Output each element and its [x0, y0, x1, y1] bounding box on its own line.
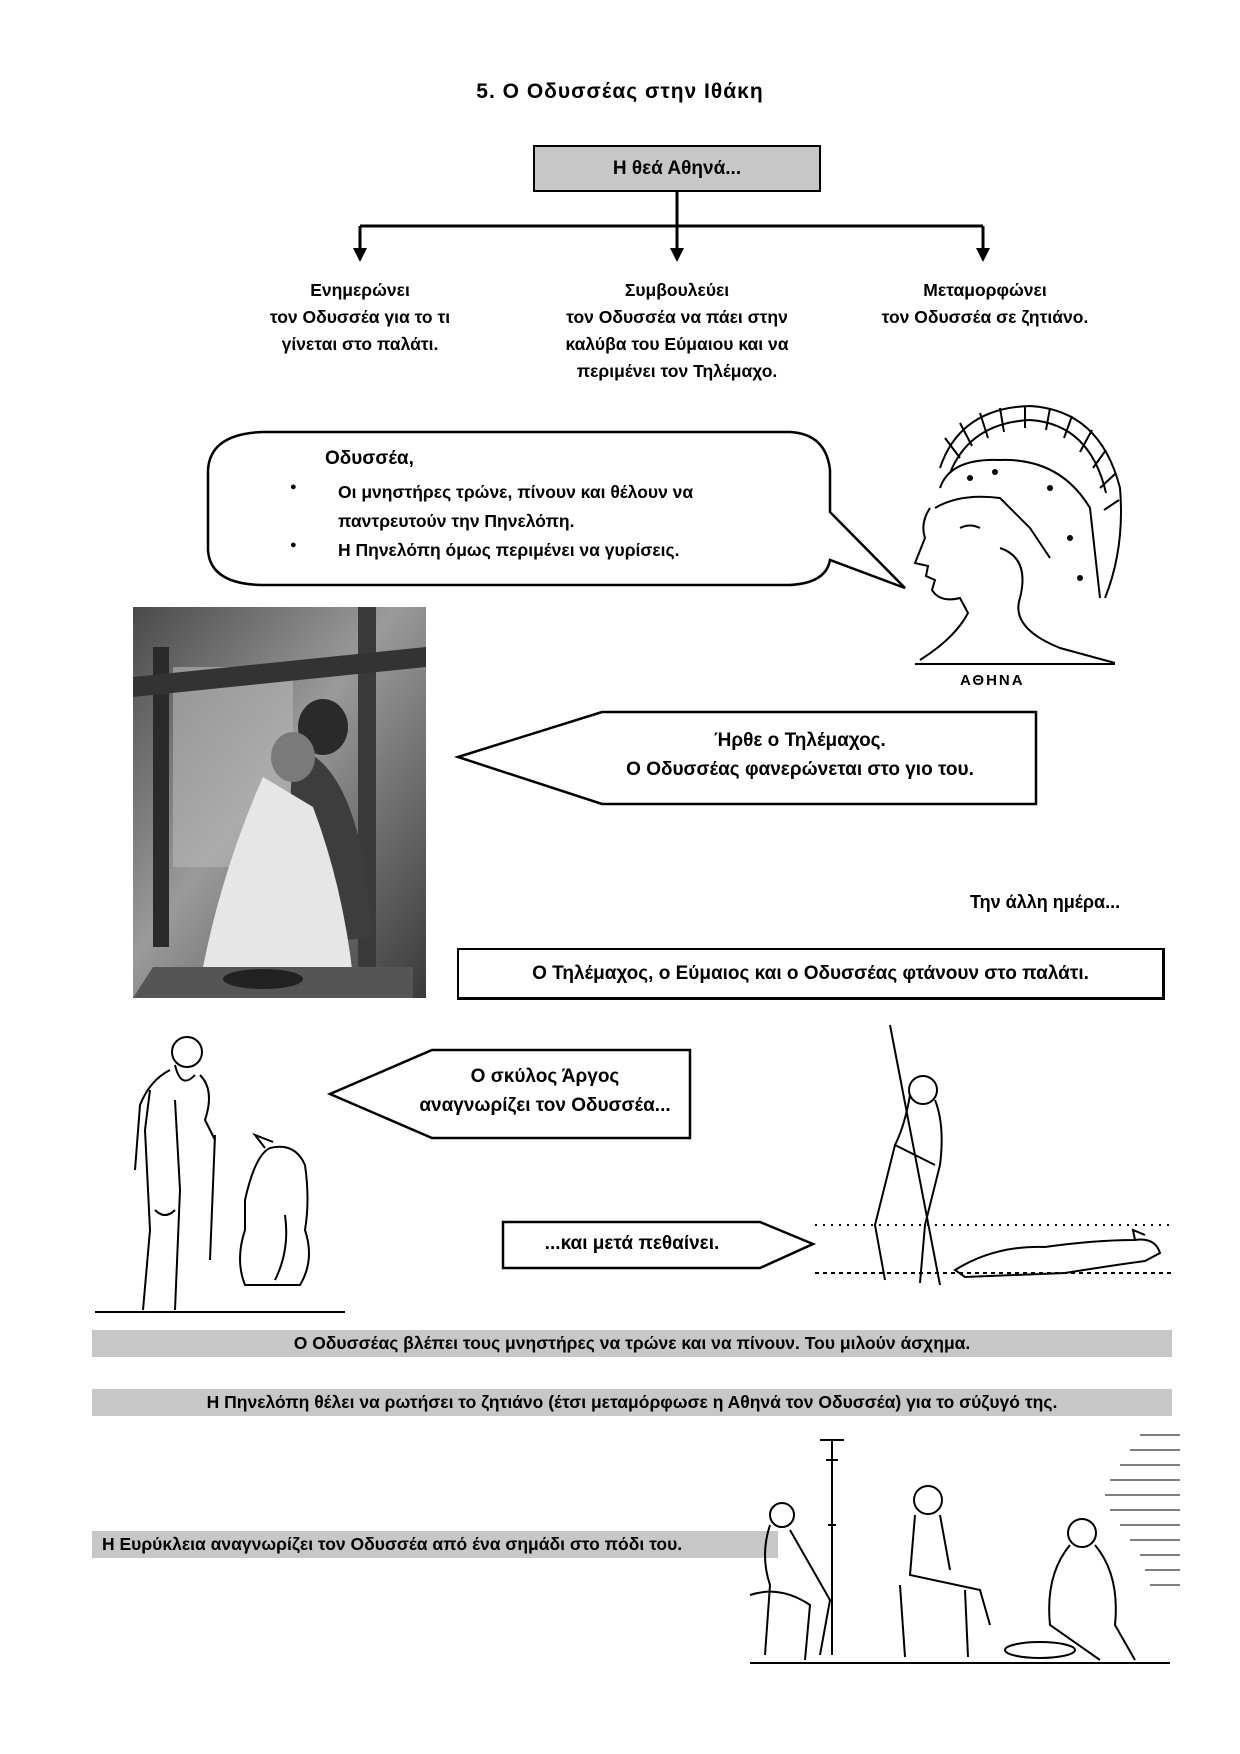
penelope-banner: Η Πηνελόπη θέλει να ρωτήσει το ζητιάνο (έτσι μεταμόρφωσε η Αθηνά τον Οδυσσέα) για το σύζυγό της.: [92, 1389, 1172, 1416]
column-line: καλύβα του Εύμαιου και να: [565, 334, 789, 355]
telemachus-line: Ήρθε ο Τηλέμαχος.: [714, 730, 886, 751]
eurycleia-banner: Η Ευρύκλεια αναγνωρίζει τον Οδυσσέα από ένα σημάδι στο πόδι του.: [92, 1531, 778, 1558]
column-line: περιμένει τον Τηλέμαχο.: [576, 361, 778, 382]
eurycleia-illustration: [750, 1425, 1190, 1670]
argos-line: Ο σκύλος Άργος: [470, 1066, 620, 1087]
next-day-text: Την άλλη ημέρα...: [970, 892, 1121, 912]
column-line: γίνεται στο παλάτι.: [281, 334, 439, 355]
column-line: τον Οδυσσέα για το τι: [269, 307, 451, 328]
arrive-palace-box: Ο Τηλέμαχος, ο Εύμαιος και ο Οδυσσέας φτάνουν στο παλάτι.: [457, 948, 1165, 1000]
column-line: τον Οδυσσέα να πάει στην: [566, 307, 788, 328]
dies-arrow-text: ...και μετά πεθαίνει.: [544, 1233, 720, 1254]
speech-bullet-line: παντρευτούν την Πηνελόπη.: [338, 511, 575, 532]
speech-bullet-line: Η Πηνελόπη όμως περιμένει να γυρίσεις.: [338, 540, 680, 561]
column-line: τον Οδυσσέα σε ζητιάνο.: [881, 307, 1089, 328]
column-line: Ενημερώνει: [310, 280, 410, 300]
suitors-banner: Ο Οδυσσέας βλέπει τους μνηστήρες να τρώνε και να πίνουν. Του μιλούν άσχημα.: [92, 1330, 1172, 1357]
argos-line: αναγνωρίζει τον Οδυσσέα...: [419, 1095, 671, 1117]
odysseus-dead-argos-illustration: [815, 1025, 1180, 1300]
telemachus-line: Ο Οδυσσέας φανερώνεται στο γιο του.: [626, 759, 974, 781]
column-line: Μεταμορφώνει: [923, 280, 1047, 300]
column-line: Συμβουλεύει: [624, 280, 730, 300]
athena-box: Η θεά Αθηνά...: [533, 145, 821, 192]
speech-bullet-line: Οι μνηστήρες τρώνε, πίνουν και θέλουν να: [338, 482, 694, 503]
page-title: 5. Ο Οδυσσέας στην Ιθάκη: [476, 80, 764, 103]
speech-greeting: Οδυσσέα,: [325, 448, 414, 469]
athena-caption: ΑΘΗΝΑ: [960, 672, 1025, 689]
